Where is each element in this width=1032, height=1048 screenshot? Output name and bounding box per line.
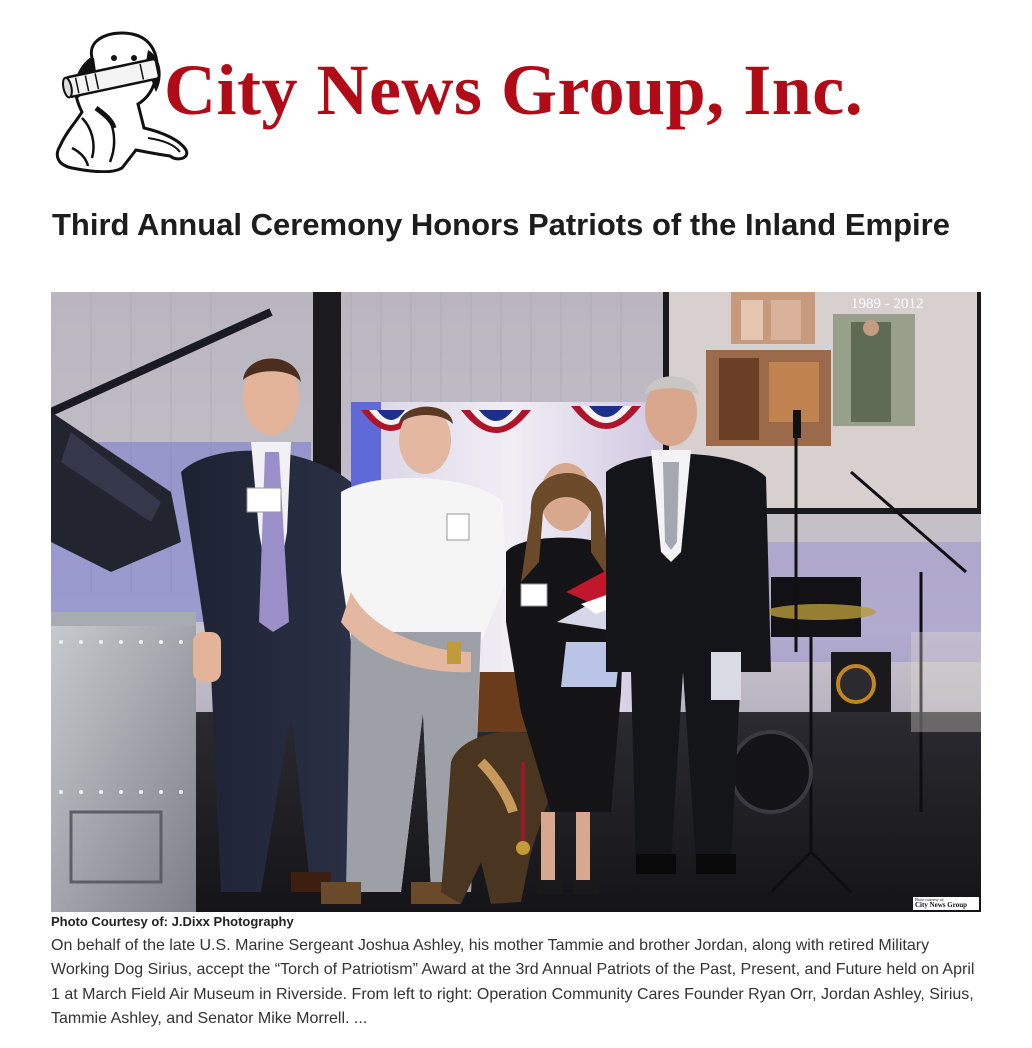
photo-watermark xyxy=(913,897,979,910)
watermark-small-text: Photo courtesy of: xyxy=(915,897,945,902)
watermark-brand-text: City News Group xyxy=(915,901,967,909)
article-caption: On behalf of the late U.S. Marine Sergeant Joshua Ashley, his mother Tammie and brother Jordan, along with retired Military Working Dog Sirius, accept the “Torch of Patriotism” Award at the 3rd Annual Patriots of the Past, Present, and Future held on April 1 at March Field Air Museum in Riverside. From left to right: Operation Community Cares Founder Ryan Orr, Jordan Ashley, Sirius, Tammie Ashley, and Senator Mike Morrell. ... xyxy=(51,937,975,1028)
article-headline: Third Annual Ceremony Honors Patriots of the Inland Empire xyxy=(52,207,950,242)
article-photo xyxy=(51,292,981,912)
photo-scene xyxy=(51,292,981,912)
photo-credit: Photo Courtesy of: J.Dixx Photography xyxy=(51,914,294,929)
screen-date-text: 1989 - 2012 xyxy=(851,296,924,312)
masthead xyxy=(52,28,982,173)
brand-name: City News Group, Inc. xyxy=(164,50,864,130)
